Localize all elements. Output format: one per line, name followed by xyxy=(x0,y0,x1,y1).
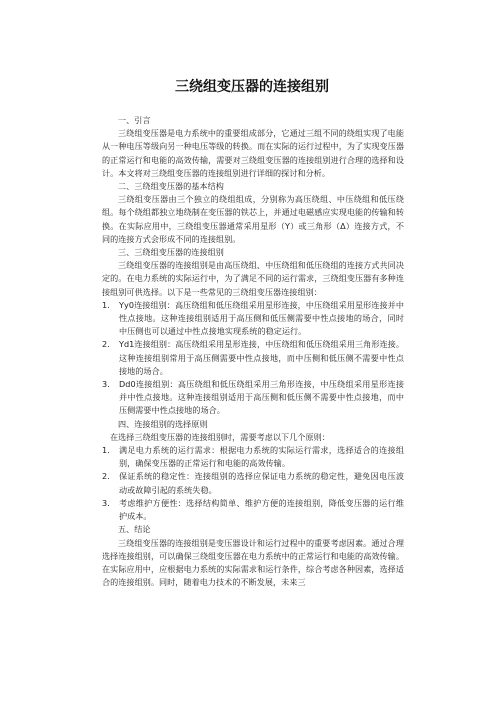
list-item-text: Yd1连接组别：高压绕组采用星形连接，中压绕组和低压绕组采用三角形连接。这种连接组别常用于高压侧需要中性点接地，而中压侧和低压侧不需要中性点接地的场合。 xyxy=(119,339,404,376)
list-item-text: 保证系统的稳定性：连接组别的选择应保证电力系统的稳定性，避免因电压波动或故障引起的系统失稳。 xyxy=(119,471,404,495)
list-item-text: 满足电力系统的运行需求：根据电力系统的实际运行需求，选择适合的连接组别，确保变压器的正常运行和电能的高效传输。 xyxy=(119,445,404,469)
numbered-list xyxy=(102,444,404,523)
list-item-text: 考虑维护方便性：选择结构简单、维护方便的连接组别，降低变压器的运行维护成本。 xyxy=(119,497,404,522)
list-item-text: Yy0连接组别：高压绕组和低压绕组采用星形连接，中压绕组采用星形连接并中性点接地。这种连接组别适用于高压侧和低压侧需要中性点接地的场合，同时中压侧也可以通过中性点接地实现系统的稳定运行。 xyxy=(119,299,404,337)
section-heading: 三、三绕组变压器的连接组别 xyxy=(118,247,224,258)
paragraph: 三绕组变压器的连接组别是由高压绕组、中压绕组和低压绕组的连接方式共同决定的。在电力系统的实际运行中，为了满足不同的运行需求，三绕组变压器有多种连接组别可供选择。以下是一些常见的三绕组变压器连接组别： xyxy=(102,260,404,297)
document-body xyxy=(102,114,404,589)
list-number: 1. xyxy=(102,445,110,456)
list-item xyxy=(102,497,404,523)
list-number: 3. xyxy=(102,379,110,390)
paragraph: 三绕组变压器的连接组别是变压器设计和运行过程中的重要考虑因素。通过合理选择连接组别，可以确保三绕组变压器在电力系统中的正常运行和电能的高效传输。在实际应用中，应根据电力系统的实际需求和运行条件，综合考虑各种因素，选择适合的连接组别。同时，随着电力技术的不断发展，未来三 xyxy=(102,537,404,588)
section-heading: 二、三绕组变压器的基本结构 xyxy=(118,181,224,192)
section-heading: 一、引言 xyxy=(118,115,151,125)
list-number: 1. xyxy=(102,299,110,310)
list-item xyxy=(102,444,404,470)
document-title: 三绕组变压器的连接组别 xyxy=(175,79,329,95)
numbered-list xyxy=(102,299,404,418)
list-item xyxy=(102,338,404,378)
paragraph: 三绕组变压器是电力系统中的重要组成部分，它通过三组不同的绕组实现了电能从一种电压等级向另一种电压等级的转换。而在实际的运行过程中，为了实现变压器的正常运行和电能的高效传输，需要对三绕组变压器的连接组别进行合理的选择和设计。本文将对三绕组变压器的连接组别进行详细的探讨和分析。 xyxy=(102,128,404,178)
list-number: 2. xyxy=(102,471,110,482)
section-heading: 四、连接组别的选择原则 xyxy=(118,418,208,429)
list-item xyxy=(102,470,404,496)
paragraph: 三绕组变压器由三个独立的绕组组成，分别称为高压绕组、中压绕组和低压绕组。每个绕组都独立地绕制在变压器的铁芯上，并通过电磁感应实现电能的传输和转换。在实际应用中，三绕组变压器通常采用星形（Y）或三角形（Δ）连接方式，不同的连接方式会形成不同的连接组别。 xyxy=(102,194,404,244)
list-intro: 在选择三绕组变压器的连接组别时，需要考虑以下几个原则： xyxy=(110,431,330,442)
list-item xyxy=(102,299,404,339)
section-heading: 五、结论 xyxy=(118,524,151,535)
list-number: 2. xyxy=(102,339,110,350)
list-item xyxy=(102,378,404,418)
list-item-text: Dd0连接组别：高压绕组和低压绕组采用三角形连接，中压绕组采用星形连接并中性点接地。这种连接组别适用于高压侧和低压侧不需要中性点接地，而中压侧需要中性点接地的场合。 xyxy=(119,379,404,416)
list-number: 3. xyxy=(102,497,110,508)
